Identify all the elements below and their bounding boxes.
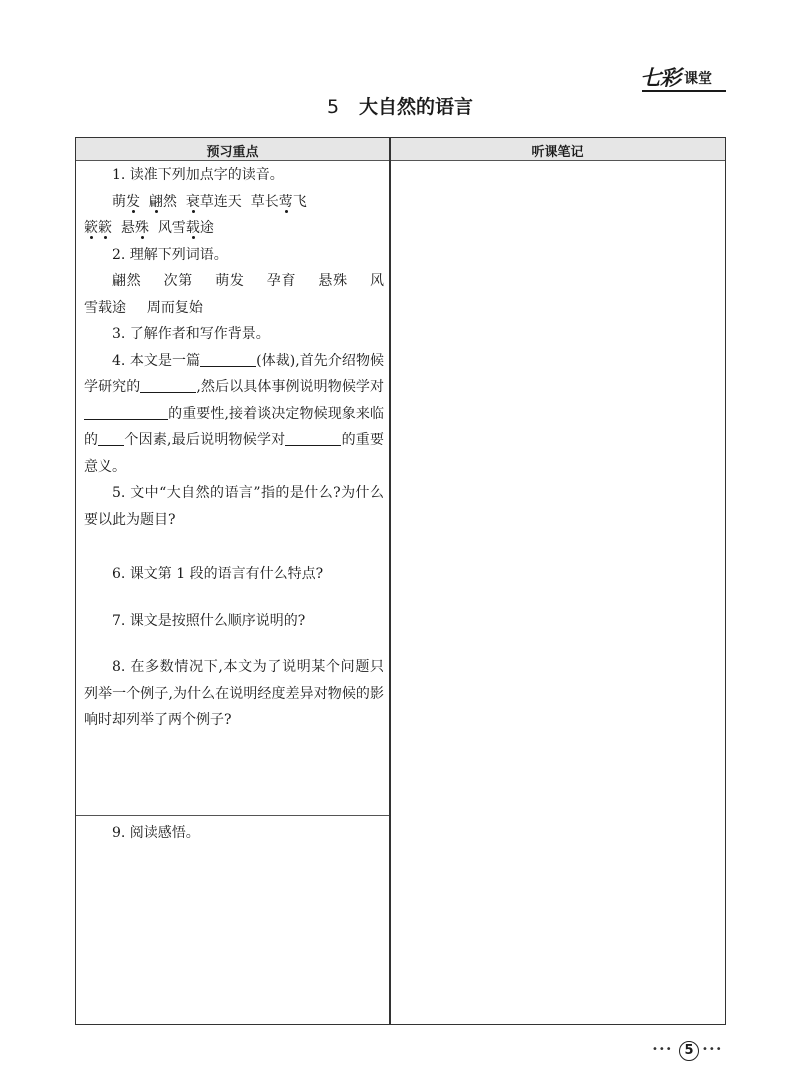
blank-2 [140,376,196,393]
question-2-words: 翩然 次第 萌发 孕育 悬殊 风雪载途 周而复始 [84,273,384,316]
table-header [76,138,725,161]
dotted-character: 簌 [98,220,112,236]
lesson-number: 5 [326,96,340,118]
lesson-title-text: 大自然的语言 [359,96,474,118]
word-segment [112,220,121,236]
word-segment [177,194,186,210]
brand-mark: 七彩 [640,65,680,90]
study-table [75,137,726,1025]
dotted-character: 载 [185,220,200,236]
page-number-badge: 5 [679,1041,699,1061]
word-segment: 风雪 [157,220,186,236]
row-divider [76,815,389,816]
q4-part-6: 的重要意义。 [84,432,385,475]
answer-space-7 [84,634,384,654]
word-segment [140,194,149,210]
question-1-label: 1. 读准下列加点字的读音。 [112,167,284,183]
question-1-words-line-1 [84,189,384,216]
question-3-label: 3. 了解作者和写作背景。 [112,326,270,342]
word-segment: 草连天 [199,193,242,210]
dotted-character: 衰 [185,193,200,210]
word-segment [242,194,251,210]
blank-5 [285,429,341,446]
dotted-character: 翩 [148,193,163,210]
page-deco-left: ••• [652,1044,673,1055]
word-segment: 草长 [250,193,279,210]
header-class-notes: 听课笔记 [531,145,584,160]
page-deco-right: ••• [702,1044,723,1055]
q4-part-3: ,然后以具体事例说明物候学对 [196,379,385,395]
lesson-title [0,92,800,119]
word-segment: 然 [162,193,177,210]
dotted-character: 殊 [134,220,149,236]
question-9-text: 9. 阅读感悟。 [112,825,200,841]
blank-3 [84,403,168,420]
answer-space-5 [84,533,384,561]
word-segment: 悬 [120,220,135,236]
question-1-words-line-2 [84,215,384,242]
word-segment: 途 [199,220,214,236]
q4-part-4: 的重要性,接着谈决定物候现象来临的 [84,405,384,448]
q4-part-2: (体裁),首先介绍物候学研究的 [84,352,385,395]
q4-part-1: 4. 本文是一篇 [112,352,201,369]
header-preview-points: 预习重点 [206,145,259,160]
answer-space-6 [84,588,384,608]
brand-logo [640,62,728,92]
blank-1 [200,350,256,367]
question-6-text: 6. 课文第 1 段的语言有什么特点? [112,566,324,582]
word-segment [149,220,158,236]
question-7-text: 7. 课文是按照什么顺序说明的? [112,612,306,629]
question-2-label: 2. 理解下列词语。 [112,246,228,263]
question-5-text: 5. 文中“大自然的语言”指的是什么?为什么要以此为题目? [84,485,384,528]
q4-part-5: 个因素,最后说明物候学对 [124,432,286,448]
dotted-character: 发 [126,193,140,210]
dotted-character: 簌 [84,220,98,236]
word-segment: 飞 [292,193,307,210]
preview-points-column [84,162,384,734]
word-segment: 萌 [112,193,126,210]
brand-word: 课堂 [684,71,712,87]
page-number [652,1041,724,1063]
dotted-character: 莺 [278,193,293,210]
question-4-text [84,348,384,481]
column-divider [389,138,391,1024]
question-8-text: 8. 在多数情况下,本文为了说明某个问题只列举一个例子,为什么在说明经度差异对物候的影响时却列举了两个例子? [84,659,384,728]
blank-4 [98,429,124,446]
